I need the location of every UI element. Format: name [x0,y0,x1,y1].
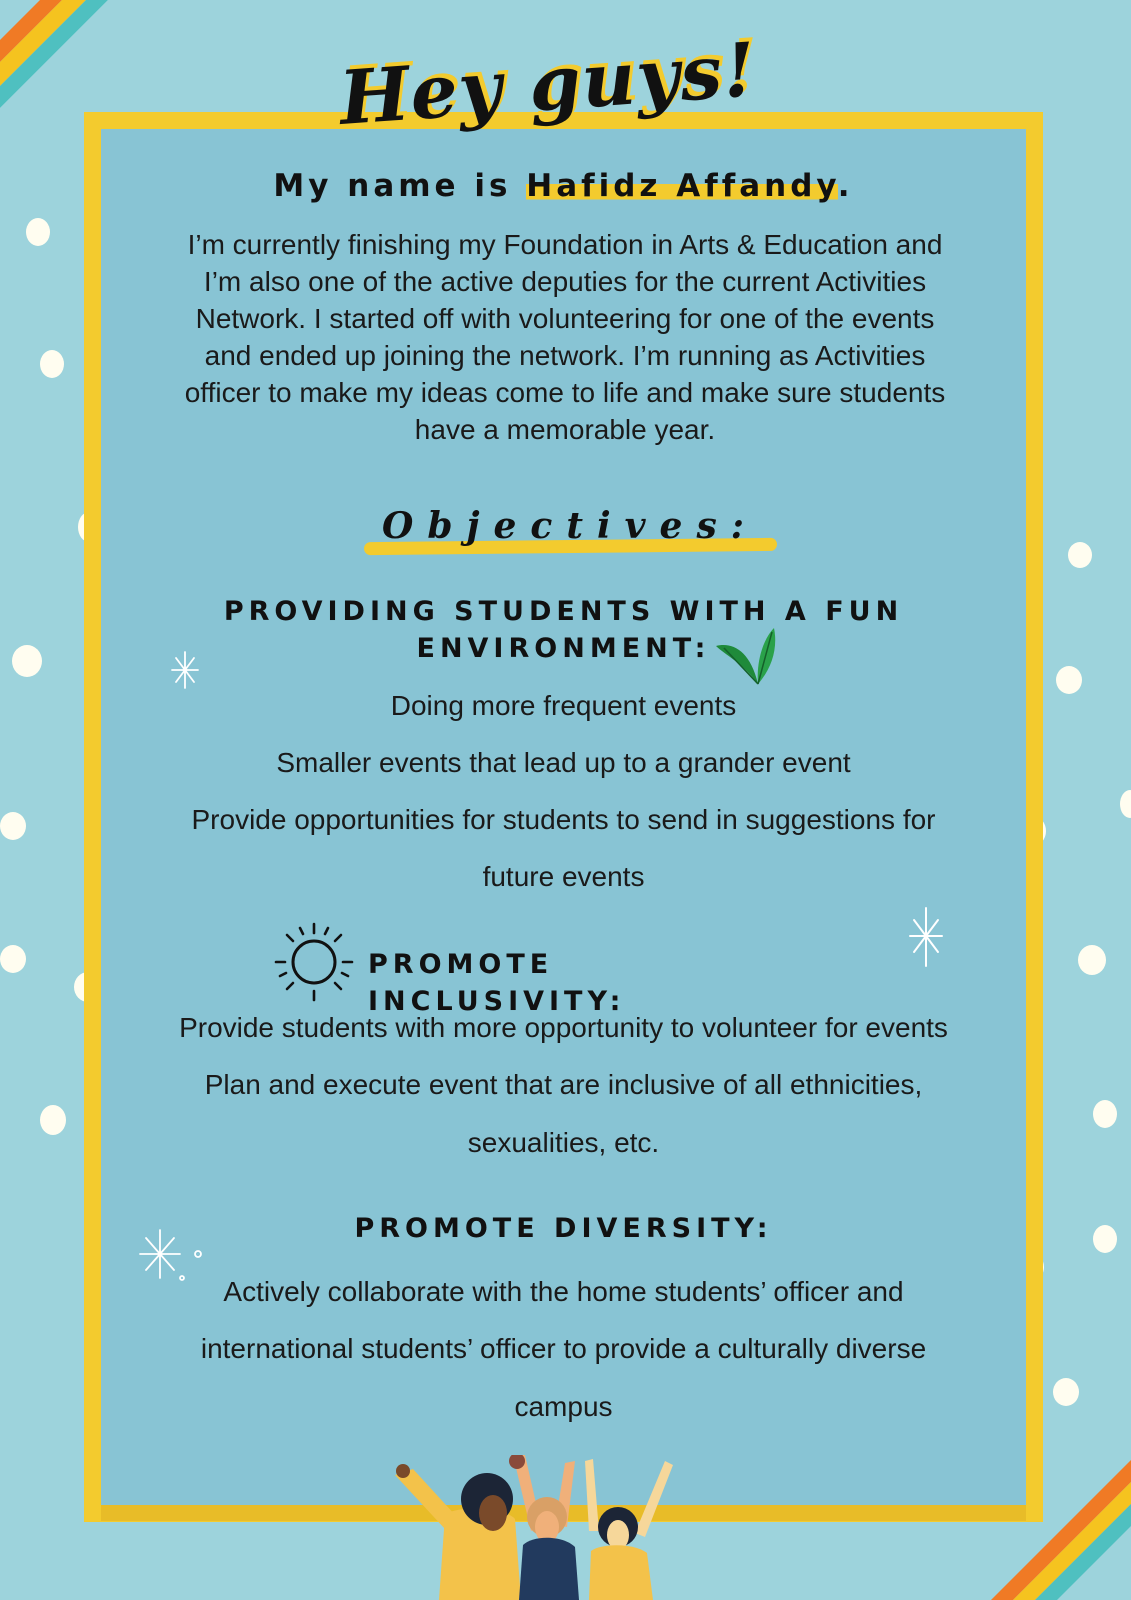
decor-dot [12,645,42,677]
decor-dot [0,945,26,973]
decor-dot [1068,542,1092,568]
people-illustration [395,1455,695,1600]
decor-dot [1056,666,1082,694]
candidate-name: Hafidz Affandy [526,168,838,204]
list-item: Actively collaborate with the home students’ officer and [223,1276,904,1307]
page-title: Hey guys! [336,27,760,142]
sun-icon [272,920,356,1004]
name-line [101,168,1026,204]
decor-dot [1078,945,1106,975]
decor-dot [40,1105,66,1135]
decor-dot [26,218,50,246]
sparkle-icon [170,648,200,692]
list-item: Provide students with more opportunity to volunteer for events [179,1012,948,1043]
list-item: international students’ officer to provide a culturally diverse [200,1333,927,1364]
list-item: Doing more frequent events [390,690,737,721]
list-item: future events [482,861,645,892]
decor-dot [1120,790,1131,818]
list-item: campus [514,1391,613,1422]
list-item: sexualities, etc. [467,1127,660,1158]
section-title-line: PROVIDING STUDENTS WITH A FUN [223,596,904,627]
decor-dot [1093,1100,1117,1128]
section-title-diversity: PROMOTE DIVERSITY: [354,1213,773,1244]
list-item: Provide opportunities for students to send in suggestions for [191,804,936,835]
list-item: Smaller events that lead up to a grander event [276,747,851,778]
intro-paragraph: I’m currently finishing my Foundation in Arts & Education and I’m also one of the active deputies for the current Activities Network. I started off with volunteering for one of the events and ended up joining the network. I’m running as Activities officer to make my ideas come to life and make sure students have a memorable year. [184,229,946,445]
list-item: Plan and execute event that are inclusive of all ethnicities, [204,1069,923,1100]
name-suffix: . [837,168,854,204]
section-title-inclusivity: PROMOTE INCLUSIVITY: [368,949,626,1017]
objectives-heading: Objectives: [381,505,759,547]
decor-dot [40,350,64,378]
leaf-icon [714,624,776,688]
decor-dot [1053,1378,1079,1406]
name-prefix: My name is [273,168,512,204]
sparkle-icon [906,906,946,968]
decor-dot [0,812,26,840]
decor-dot [1093,1225,1117,1253]
section-title-fun-environment [101,593,1026,667]
section-title-line: ENVIRONMENT: [416,633,711,664]
